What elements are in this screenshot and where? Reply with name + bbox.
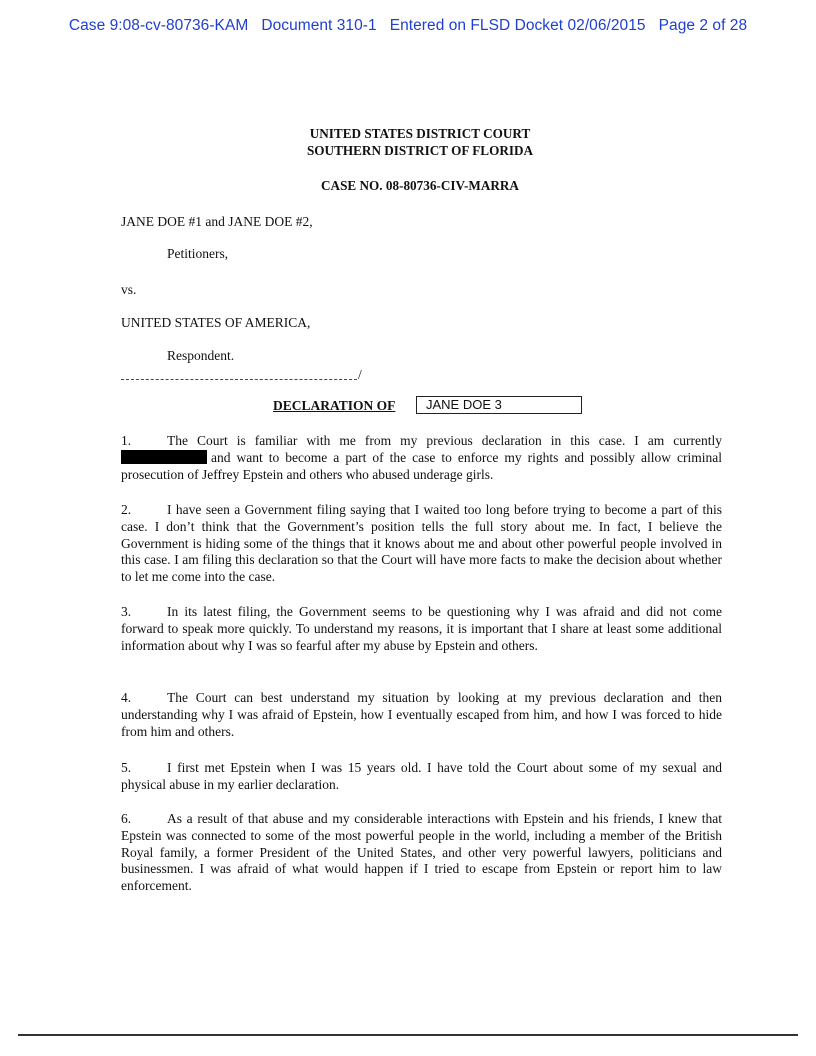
paragraph-number: 4. xyxy=(121,690,132,705)
caption-respondent: Respondent. xyxy=(167,348,235,363)
paragraph-4 xyxy=(121,690,722,740)
page-bottom-rule xyxy=(18,1034,798,1036)
caption-vs: vs. xyxy=(121,282,137,297)
paragraph-6 xyxy=(121,811,722,895)
declarant-name-box: JANE DOE 3 xyxy=(416,396,582,414)
paragraph-number: 3. xyxy=(121,604,132,619)
caption-slash: / xyxy=(358,367,362,382)
court-name xyxy=(200,125,640,159)
paragraph-3 xyxy=(121,604,722,654)
case-number: CASE NO. 08-80736-CIV-MARRA xyxy=(321,178,519,193)
paragraph-text: In its latest filing, the Government seems to be questioning why I was afraid and did not come forward to speak more quickly. To understand my reasons, it is important that I share at least some additional information about why I was so fearful after my abuse by Epstein and others. xyxy=(121,604,722,653)
paragraph-number: 2. xyxy=(121,502,132,517)
court-line-1: UNITED STATES DISTRICT COURT xyxy=(309,126,531,141)
caption-petitioners: Petitioners, xyxy=(167,246,229,261)
paragraph-text: The Court is familiar with me from my previous declaration in this case. I am currently xyxy=(167,433,722,448)
paragraph-text: and want to become a part of the case to enforce my rights and possibly allow criminal prosecution of Jeffrey Epstein and others who abused underage girls. xyxy=(121,449,722,482)
paragraph-text: I first met Epstein when I was 15 years old. I have told the Court about some of my sexual and physical abuse in my earlier declaration. xyxy=(121,760,722,792)
declaration-title: DECLARATION OF xyxy=(273,398,396,413)
paragraph-number: 6. xyxy=(121,811,132,826)
paragraph-5 xyxy=(121,760,722,794)
signature-line xyxy=(121,367,357,380)
paragraph-1 xyxy=(121,433,722,483)
paragraph-number: 5. xyxy=(121,760,132,775)
paragraph-text: As a result of that abuse and my considerable interactions with Epstein and his friends, I knew that Epstein was connected to some of the most powerful people in the world, including a member of the British Royal family, a former President of the United States, and other very powerful lawyers, politicians and businessmen. I was afraid of what would happen if I tried to escape from Epstein or report him to law enforcement. xyxy=(121,811,722,894)
redaction-block xyxy=(121,450,207,464)
court-line-2: SOUTHERN DISTRICT OF FLORIDA xyxy=(306,143,534,158)
paragraph-text: I have seen a Government filing saying that I waited too long before trying to become a part of this case. I don’t think that the Government’s position tells the full story about me. In fact, I believe the Government is hiding some of the things that it knows about me and about other powerful people involved in this case. I am filing this declaration so that the Court will have more facts to make the decision about whether to let me come into the case. xyxy=(121,502,722,585)
caption-respondent-party: UNITED STATES OF AMERICA, xyxy=(121,315,311,330)
paragraph-text: The Court can best understand my situation by looking at my previous declaration and then understanding why I was afraid of Epstein, how I eventually escaped from him, and how I was forced to hide from him and others. xyxy=(121,690,722,739)
paragraph-2 xyxy=(121,502,722,586)
docket-header: Case 9:08-cv-80736-KAM Document 310-1 Entered on FLSD Docket 02/06/2015 Page 2 of 28 xyxy=(68,17,748,34)
caption-parties: JANE DOE #1 and JANE DOE #2, xyxy=(121,214,313,229)
paragraph-number: 1. xyxy=(121,433,132,448)
